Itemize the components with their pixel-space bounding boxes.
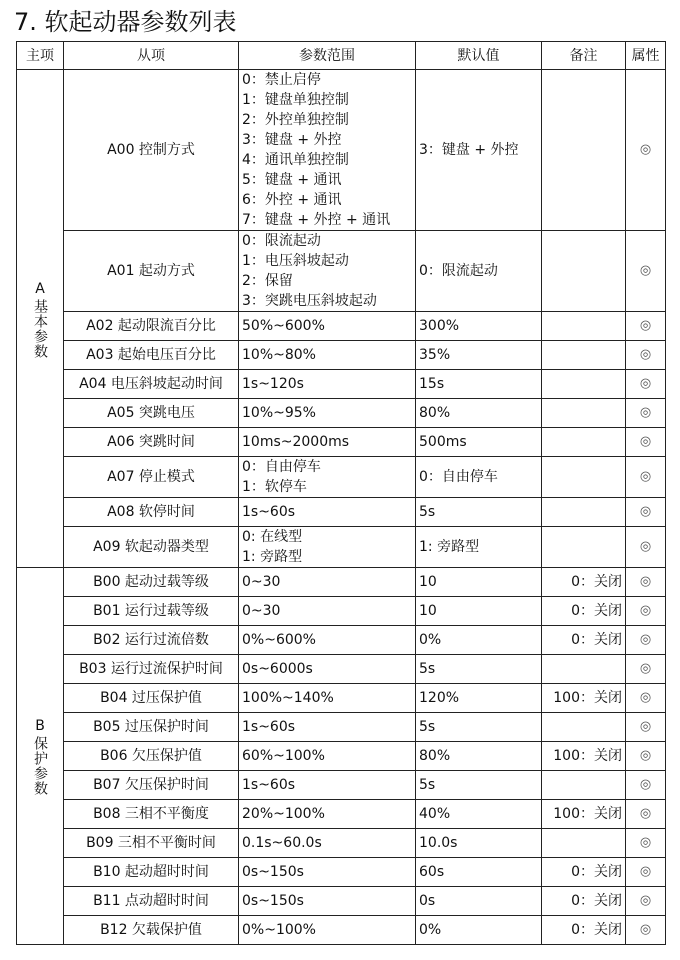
range-cell: 50%~600%: [239, 312, 416, 341]
sub-item-cell: A06 突跳时间: [64, 428, 239, 457]
attribute-cell: ◎: [626, 858, 666, 887]
attribute-cell: ◎: [626, 312, 666, 341]
attribute-cell: ◎: [626, 70, 666, 231]
table-row: [17, 742, 666, 771]
table-row: [17, 887, 666, 916]
table-row: [17, 527, 666, 568]
attribute-cell: ◎: [626, 713, 666, 742]
note-cell: 100：关闭: [542, 742, 626, 771]
default-cell: 10: [416, 568, 542, 597]
sub-item-cell: A01 起动方式: [64, 231, 239, 312]
note-cell: 0：关闭: [542, 626, 626, 655]
range-cell: 0: 在线型 1: 旁路型: [239, 527, 416, 568]
sub-item-cell: A08 软停时间: [64, 498, 239, 527]
table-row: [17, 800, 666, 829]
sub-item-cell: B11 点动超时时间: [64, 887, 239, 916]
attribute-cell: ◎: [626, 800, 666, 829]
range-cell: 10ms~2000ms: [239, 428, 416, 457]
table-row: [17, 626, 666, 655]
table-row: [17, 916, 666, 945]
attribute-cell: ◎: [626, 771, 666, 800]
table-row: [17, 655, 666, 684]
range-cell: 0%~600%: [239, 626, 416, 655]
sub-item-cell: B10 起动超时时间: [64, 858, 239, 887]
note-cell: [542, 527, 626, 568]
range-cell: 0s~150s: [239, 858, 416, 887]
sub-item-cell: A04 电压斜坡起动时间: [64, 370, 239, 399]
note-cell: [542, 428, 626, 457]
default-cell: 5s: [416, 655, 542, 684]
range-cell: 0：自由停车 1：软停车: [239, 457, 416, 498]
table-row: [17, 428, 666, 457]
sub-item-cell: A00 控制方式: [64, 70, 239, 231]
default-cell: 0%: [416, 916, 542, 945]
default-cell: 40%: [416, 800, 542, 829]
sub-item-cell: A02 起动限流百分比: [64, 312, 239, 341]
note-cell: 100：关闭: [542, 800, 626, 829]
header-default: 默认值: [416, 42, 542, 70]
main-item-name: 基本参数: [32, 298, 48, 359]
note-cell: [542, 70, 626, 231]
table-row: [17, 858, 666, 887]
range-cell: 1s~60s: [239, 771, 416, 800]
note-cell: 0：关闭: [542, 858, 626, 887]
main-item-name: 保护参数: [32, 736, 48, 796]
note-cell: 0：关闭: [542, 597, 626, 626]
attribute-cell: ◎: [626, 428, 666, 457]
range-cell: 60%~100%: [239, 742, 416, 771]
table-row: [17, 231, 666, 312]
range-cell: 10%~95%: [239, 399, 416, 428]
default-cell: 60s: [416, 858, 542, 887]
default-cell: 500ms: [416, 428, 542, 457]
sub-item-cell: A09 软起动器类型: [64, 527, 239, 568]
parameter-table: [16, 41, 666, 945]
range-cell: 10%~80%: [239, 341, 416, 370]
sub-item-cell: B08 三相不平衡度: [64, 800, 239, 829]
table-header-row: [17, 42, 666, 70]
attribute-cell: ◎: [626, 655, 666, 684]
note-cell: [542, 829, 626, 858]
range-cell: 1s~60s: [239, 713, 416, 742]
sub-item-cell: B04 过压保护值: [64, 684, 239, 713]
default-cell: 80%: [416, 742, 542, 771]
header-main: 主项: [17, 42, 64, 70]
sub-item-cell: B00 起动过载等级: [64, 568, 239, 597]
attribute-cell: ◎: [626, 341, 666, 370]
table-row: [17, 341, 666, 370]
note-cell: [542, 457, 626, 498]
note-cell: 0：关闭: [542, 887, 626, 916]
table-row: [17, 70, 666, 231]
attribute-cell: ◎: [626, 684, 666, 713]
note-cell: 0：关闭: [542, 916, 626, 945]
default-cell: 1: 旁路型: [416, 527, 542, 568]
default-cell: 5s: [416, 771, 542, 800]
attribute-cell: ◎: [626, 916, 666, 945]
header-sub: 从项: [64, 42, 239, 70]
attribute-cell: ◎: [626, 829, 666, 858]
range-cell: 0~30: [239, 597, 416, 626]
range-cell: 0：限流起动 1：电压斜坡起动 2：保留 3：突跳电压斜坡起动: [239, 231, 416, 312]
table-row: [17, 829, 666, 858]
sub-item-cell: B03 运行过流保护时间: [64, 655, 239, 684]
attribute-cell: ◎: [626, 498, 666, 527]
range-cell: 0.1s~60.0s: [239, 829, 416, 858]
range-cell: 100%~140%: [239, 684, 416, 713]
sub-item-cell: B01 运行过载等级: [64, 597, 239, 626]
range-cell: 0s~6000s: [239, 655, 416, 684]
default-cell: 5s: [416, 713, 542, 742]
note-cell: [542, 231, 626, 312]
range-cell: 0：禁止启停 1：键盘单独控制 2：外控单独控制 3：键盘 + 外控 4：通讯单独控制 5：键盘 + 通讯 6：外控 + 通讯 7：键盘 + 外控 + 通讯: [239, 70, 416, 231]
attribute-cell: ◎: [626, 231, 666, 312]
sub-item-cell: B02 运行过流倍数: [64, 626, 239, 655]
default-cell: 10.0s: [416, 829, 542, 858]
default-cell: 0：自由停车: [416, 457, 542, 498]
attribute-cell: ◎: [626, 527, 666, 568]
note-cell: [542, 399, 626, 428]
table-row: [17, 370, 666, 399]
table-row: [17, 457, 666, 498]
main-item-cell: [17, 70, 64, 568]
main-item-code: B: [35, 718, 45, 734]
table-row: [17, 684, 666, 713]
default-cell: 10: [416, 597, 542, 626]
sub-item-cell: A05 突跳电压: [64, 399, 239, 428]
sub-item-cell: B12 欠载保护值: [64, 916, 239, 945]
table-row: [17, 597, 666, 626]
attribute-cell: ◎: [626, 597, 666, 626]
header-note: 备注: [542, 42, 626, 70]
note-cell: [542, 312, 626, 341]
default-cell: 300%: [416, 312, 542, 341]
table-row: [17, 399, 666, 428]
table-row: [17, 568, 666, 597]
note-cell: [542, 341, 626, 370]
sub-item-cell: B05 过压保护时间: [64, 713, 239, 742]
sub-item-cell: A03 起始电压百分比: [64, 341, 239, 370]
page-title: 7. 软起动器参数列表: [14, 8, 237, 36]
table-row: [17, 498, 666, 527]
main-item-cell: [17, 568, 64, 945]
sub-item-cell: B07 欠压保护时间: [64, 771, 239, 800]
attribute-cell: ◎: [626, 399, 666, 428]
default-cell: 0：限流起动: [416, 231, 542, 312]
note-cell: 100：关闭: [542, 684, 626, 713]
range-cell: 0~30: [239, 568, 416, 597]
range-cell: 1s~60s: [239, 498, 416, 527]
attribute-cell: ◎: [626, 626, 666, 655]
default-cell: 15s: [416, 370, 542, 399]
table-row: [17, 771, 666, 800]
sub-item-cell: A07 停止模式: [64, 457, 239, 498]
note-cell: [542, 713, 626, 742]
table-row: [17, 713, 666, 742]
attribute-cell: ◎: [626, 887, 666, 916]
default-cell: 0%: [416, 626, 542, 655]
note-cell: 0：关闭: [542, 568, 626, 597]
range-cell: 20%~100%: [239, 800, 416, 829]
note-cell: [542, 655, 626, 684]
table-row: [17, 312, 666, 341]
attribute-cell: ◎: [626, 568, 666, 597]
default-cell: 0s: [416, 887, 542, 916]
note-cell: [542, 370, 626, 399]
attribute-cell: ◎: [626, 370, 666, 399]
default-cell: 120%: [416, 684, 542, 713]
note-cell: [542, 498, 626, 527]
attribute-cell: ◎: [626, 742, 666, 771]
default-cell: 5s: [416, 498, 542, 527]
sub-item-cell: B06 欠压保护值: [64, 742, 239, 771]
range-cell: 0s~150s: [239, 887, 416, 916]
main-item-code: A: [35, 280, 45, 297]
range-cell: 1s~120s: [239, 370, 416, 399]
range-cell: 0%~100%: [239, 916, 416, 945]
default-cell: 35%: [416, 341, 542, 370]
note-cell: [542, 771, 626, 800]
default-cell: 80%: [416, 399, 542, 428]
header-range: 参数范围: [239, 42, 416, 70]
header-attr: 属性: [626, 42, 666, 70]
default-cell: 3：键盘 + 外控: [416, 70, 542, 231]
sub-item-cell: B09 三相不平衡时间: [64, 829, 239, 858]
attribute-cell: ◎: [626, 457, 666, 498]
